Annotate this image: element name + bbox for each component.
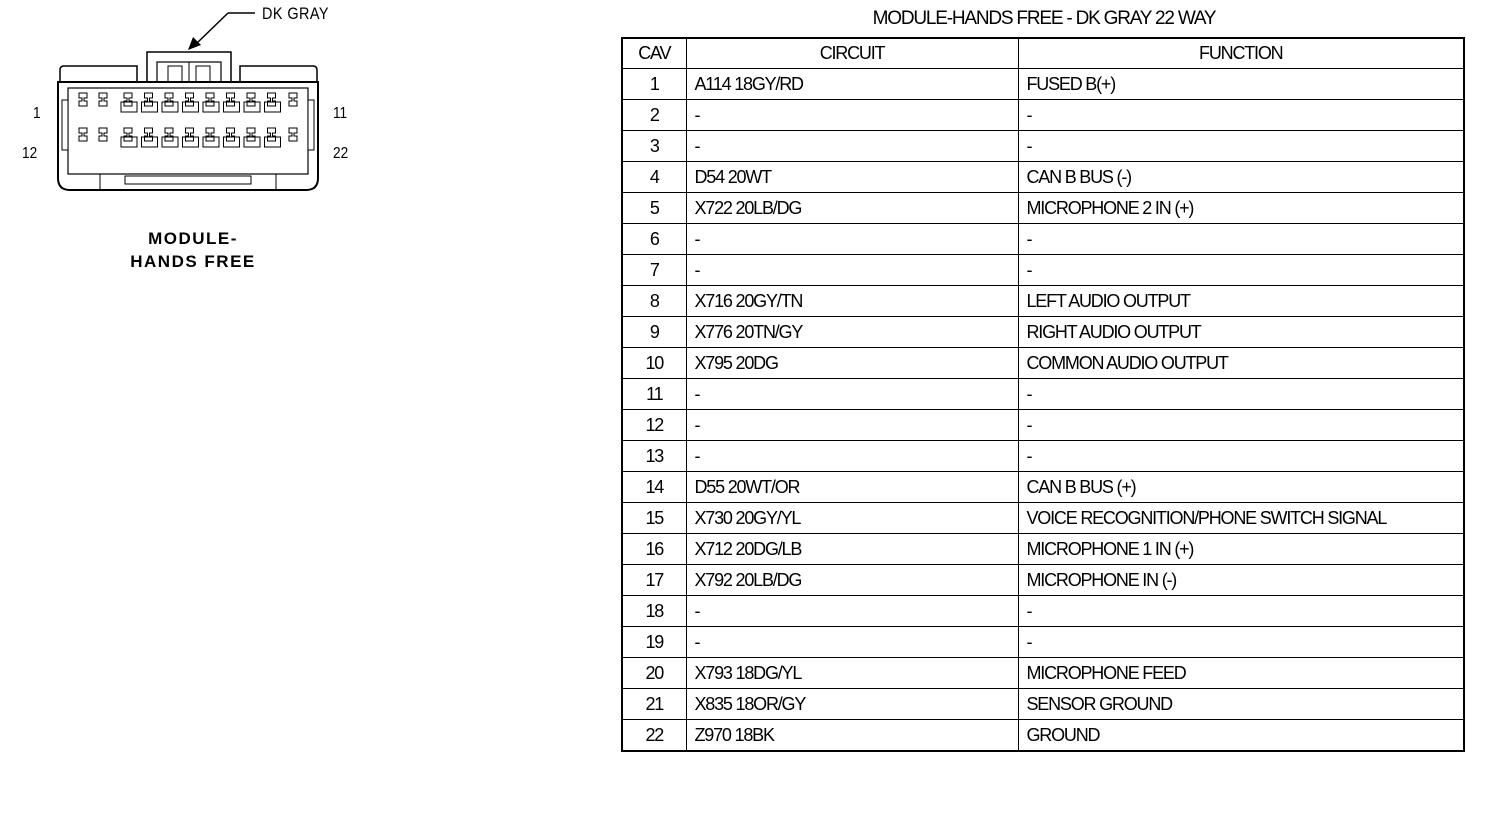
pinout-rows — [622, 69, 1464, 752]
function-cell: FUSED B(+) — [1018, 69, 1464, 100]
pin-label-22: 22 — [333, 145, 349, 162]
function-cell: MICROPHONE 2 IN (+) — [1018, 193, 1464, 224]
cav-cell: 11 — [622, 379, 686, 410]
header-function: FUNCTION — [1018, 38, 1464, 69]
table-row — [622, 720, 1464, 752]
cav-cell: 20 — [622, 658, 686, 689]
table-header-row — [622, 38, 1464, 69]
circuit-cell: - — [686, 441, 1018, 472]
circuit-cell: X722 20LB/DG — [686, 193, 1018, 224]
circuit-cell: X835 18OR/GY — [686, 689, 1018, 720]
table-row — [622, 410, 1464, 441]
table-row — [622, 348, 1464, 379]
table-row — [622, 627, 1464, 658]
function-cell: - — [1018, 100, 1464, 131]
function-cell: MICROPHONE FEED — [1018, 658, 1464, 689]
circuit-cell: D54 20WT — [686, 162, 1018, 193]
table-row — [622, 596, 1464, 627]
function-cell: - — [1018, 224, 1464, 255]
circuit-cell: X730 20GY/YL — [686, 503, 1018, 534]
cav-cell: 18 — [622, 596, 686, 627]
function-cell: - — [1018, 596, 1464, 627]
cav-cell: 4 — [622, 162, 686, 193]
function-cell: - — [1018, 255, 1464, 286]
table-row — [622, 317, 1464, 348]
table-title: MODULE-HANDS FREE - DK GRAY 22 WAY — [872, 8, 1216, 29]
circuit-cell: - — [686, 627, 1018, 658]
circuit-cell: X793 18DG/YL — [686, 658, 1018, 689]
circuit-cell: X792 20LB/DG — [686, 565, 1018, 596]
table-row — [622, 224, 1464, 255]
function-cell: CAN B BUS (-) — [1018, 162, 1464, 193]
cav-cell: 19 — [622, 627, 686, 658]
function-cell: - — [1018, 131, 1464, 162]
circuit-cell: - — [686, 379, 1018, 410]
cav-cell: 2 — [622, 100, 686, 131]
function-cell: COMMON AUDIO OUTPUT — [1018, 348, 1464, 379]
table-row — [622, 472, 1464, 503]
table-row — [622, 379, 1464, 410]
table-row — [622, 534, 1464, 565]
pin-label-11: 11 — [333, 105, 348, 122]
table-row — [622, 565, 1464, 596]
pin-label-1: 1 — [33, 105, 41, 122]
connector-diagram — [0, 0, 420, 300]
function-cell: CAN B BUS (+) — [1018, 472, 1464, 503]
cav-cell: 1 — [622, 69, 686, 100]
cav-cell: 14 — [622, 472, 686, 503]
table-row — [622, 131, 1464, 162]
table-row — [622, 441, 1464, 472]
function-cell: MICROPHONE 1 IN (+) — [1018, 534, 1464, 565]
cav-cell: 5 — [622, 193, 686, 224]
cav-cell: 9 — [622, 317, 686, 348]
cav-cell: 3 — [622, 131, 686, 162]
circuit-cell: - — [686, 224, 1018, 255]
cav-cell: 15 — [622, 503, 686, 534]
module-name-line1: MODULE- — [148, 229, 238, 248]
pin-label-12: 12 — [22, 145, 38, 162]
circuit-cell: - — [686, 410, 1018, 441]
pinout-table — [621, 37, 1465, 752]
circuit-cell: X716 20GY/TN — [686, 286, 1018, 317]
cav-cell: 16 — [622, 534, 686, 565]
circuit-cell: X776 20TN/GY — [686, 317, 1018, 348]
function-cell: RIGHT AUDIO OUTPUT — [1018, 317, 1464, 348]
function-cell: LEFT AUDIO OUTPUT — [1018, 286, 1464, 317]
cav-cell: 13 — [622, 441, 686, 472]
table-row — [622, 69, 1464, 100]
header-cav: CAV — [622, 38, 686, 69]
circuit-cell: X712 20DG/LB — [686, 534, 1018, 565]
function-cell: VOICE RECOGNITION/PHONE SWITCH SIGNAL — [1018, 503, 1464, 534]
table-row — [622, 162, 1464, 193]
function-cell: - — [1018, 441, 1464, 472]
table-row — [622, 689, 1464, 720]
callout-arrow-icon — [188, 37, 201, 50]
connector-color-label: DK GRAY — [262, 4, 329, 23]
cav-cell: 7 — [622, 255, 686, 286]
circuit-cell: - — [686, 596, 1018, 627]
cav-cell: 12 — [622, 410, 686, 441]
table-row — [622, 658, 1464, 689]
table-row — [622, 286, 1464, 317]
function-cell: - — [1018, 627, 1464, 658]
cav-cell: 17 — [622, 565, 686, 596]
function-cell: - — [1018, 410, 1464, 441]
circuit-cell: - — [686, 255, 1018, 286]
cav-cell: 8 — [622, 286, 686, 317]
circuit-cell: - — [686, 131, 1018, 162]
cav-cell: 21 — [622, 689, 686, 720]
circuit-cell: X795 20DG — [686, 348, 1018, 379]
circuit-cell: - — [686, 100, 1018, 131]
cav-cell: 22 — [622, 720, 686, 752]
table-row — [622, 255, 1464, 286]
circuit-cell: A114 18GY/RD — [686, 69, 1018, 100]
header-circuit: CIRCUIT — [686, 38, 1018, 69]
circuit-cell: D55 20WT/OR — [686, 472, 1018, 503]
function-cell: MICROPHONE IN (-) — [1018, 565, 1464, 596]
function-cell: - — [1018, 379, 1464, 410]
function-cell: SENSOR GROUND — [1018, 689, 1464, 720]
circuit-cell: Z970 18BK — [686, 720, 1018, 752]
module-name-line2: HANDS FREE — [130, 252, 256, 271]
cav-cell: 6 — [622, 224, 686, 255]
table-row — [622, 193, 1464, 224]
table-row — [622, 503, 1464, 534]
function-cell: GROUND — [1018, 720, 1464, 752]
cav-cell: 10 — [622, 348, 686, 379]
table-row — [622, 100, 1464, 131]
